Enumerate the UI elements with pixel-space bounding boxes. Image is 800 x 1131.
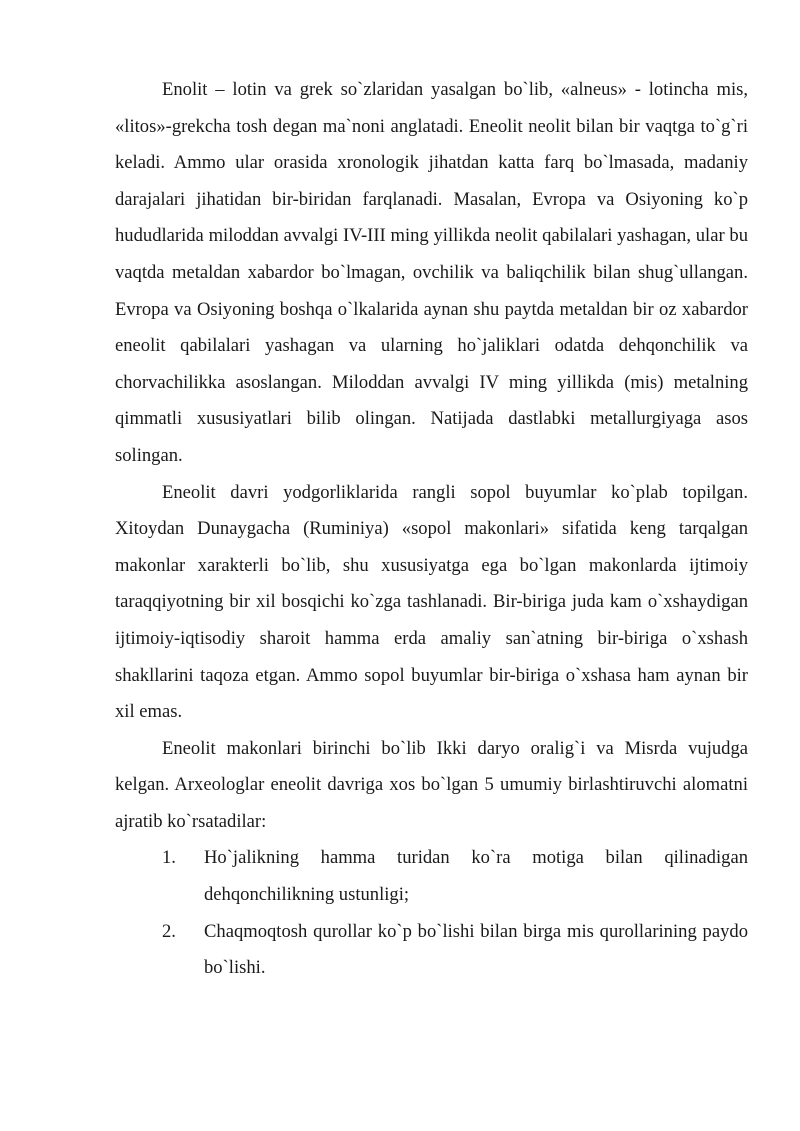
list-item-number: 1. <box>162 847 176 869</box>
list-item <box>115 914 748 987</box>
document-page <box>115 72 748 987</box>
paragraph: Eneolit davri yodgorliklarida rangli sopol buyumlar ko`plab topilgan. Xitoydan Dunaygacha (Ruminiya) «sopol makonlari» sifatida keng tarqalgan makonlar xarakterli bo`lib, shu xususiyatga ega bo`lgan makonlarda ijtimoiy taraqqiyotning bir xil bosqichi ko`zga tashlanadi. Bir-biriga juda kam o`xshaydigan ijtimoiy-iqtisodiy sharoit hamma erda amaliy san`atning bir-biriga o`xshash shakllarini taqoza etgan. Ammo sopol buyumlar bir-biriga o`xshasa ham aynan bir xil emas. <box>115 481 748 723</box>
list-item <box>115 840 748 913</box>
paragraph: Enolit – lotin va grek so`zlaridan yasalgan bo`lib, «alneus» - lotincha mis, «litos»-grekcha tosh degan ma`noni anglatadi. Eneolit neolit bilan bir vaqtga to`g`ri keladi. Ammo ular orasida xronologik jihatdan katta farq bo`lmasada, madaniy darajalari jihatidan bir-biridan farqlanadi. Masalan, Evropa va Osiyoning ko`p hududlarida miloddan avvalgi IV-III ming yillikda neolit qabilalari yashagan, ular bu vaqtda metaldan xabardor bo`lmagan, ovchilik va baliqchilik bilan shug`ullangan. Evropa va Osiyoning boshqa o`lkalarida aynan shu paytda metaldan bir oz xabardor eneolit qabilalari yashagan va ularning ho`jaliklari odatda dehqonchilik va chorvachilikka asoslangan. Miloddan avvalgi IV ming yillikda (mis) metalning qimmatli xususiyatlari bilib olingan. Natijada dastlabki metallurgiyaga asos solingan. <box>115 79 748 466</box>
list-item-text: Ho`jalikning hamma turidan ko`ra motiga bilan qilinadigan dehqonchilikning ustunligi; <box>204 847 748 906</box>
list-item-text: Chaqmoqtosh qurollar ko`p bo`lishi bilan birga mis qurollarining paydo bo`lishi. <box>204 920 748 979</box>
numbered-list <box>115 840 748 986</box>
list-item-number: 2. <box>162 920 176 942</box>
paragraph: Eneolit makonlari birinchi bo`lib Ikki daryo oralig`i va Misrda vujudga kelgan. Arxeologlar eneolit davriga xos bo`lgan 5 umumiy birlashtiruvchi alomatni ajratib ko`rsatadilar: <box>115 737 748 832</box>
